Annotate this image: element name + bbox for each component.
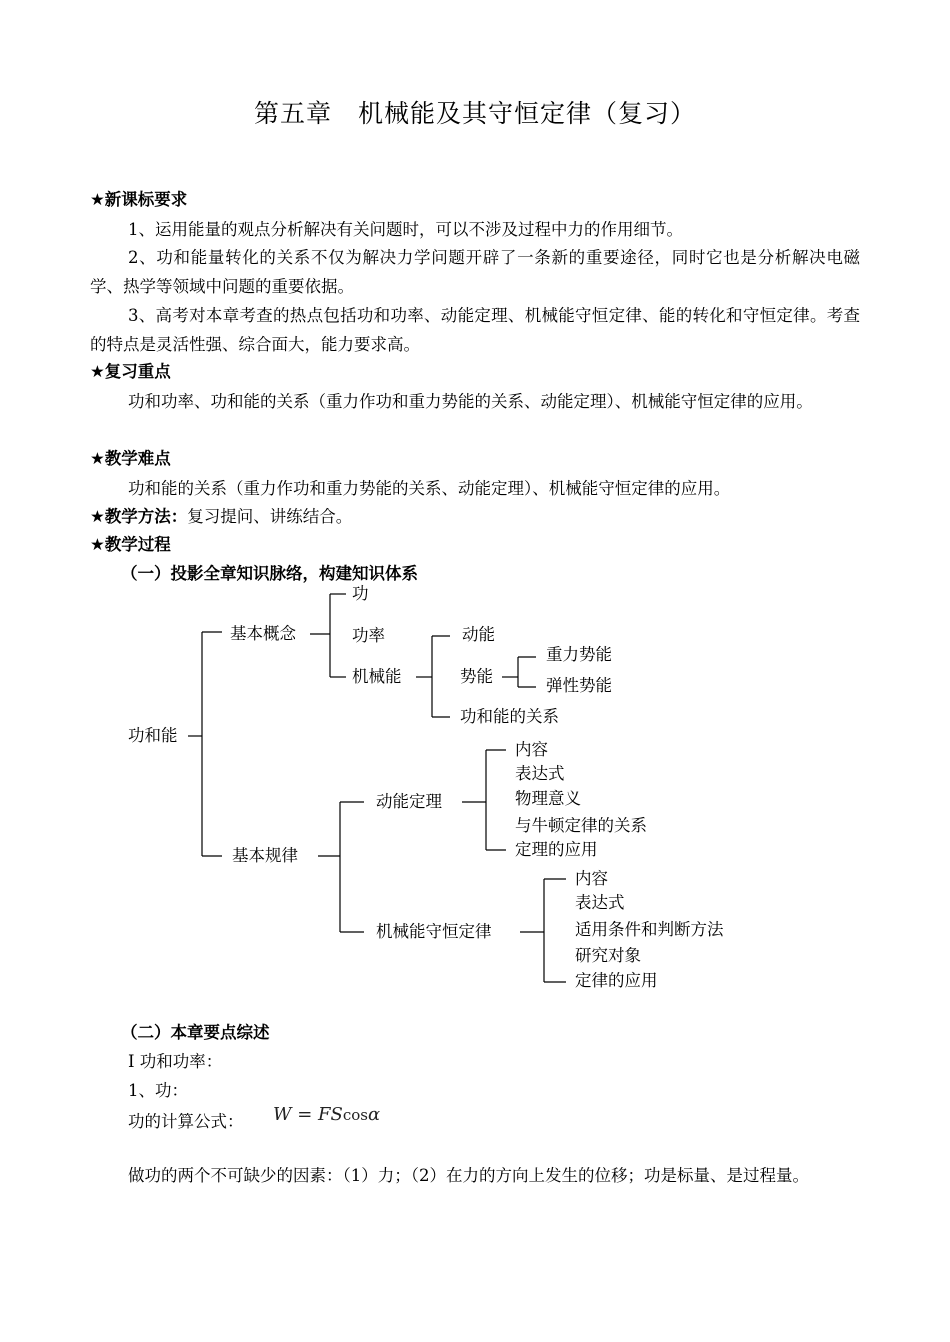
method-heading: ★教学方法：	[90, 507, 188, 526]
difficulties-text: 功和能的关系（重力作功和重力势能的关系、动能定理）、机械能守恒定律的应用。	[128, 479, 731, 498]
curriculum-item-1: 1、运用能量的观点分析解决有关问题时，可以不涉及过程中力的作用细节。	[128, 220, 683, 239]
node-potential-energy: 势能	[460, 667, 493, 686]
theorem-item: 内容	[515, 740, 548, 759]
theorem-item: 与牛顿定律的关系	[515, 816, 647, 835]
difficulties-heading: ★教学难点	[90, 449, 171, 468]
curriculum-item-3: 3、高考对本章考查的热点包括功和功率、动能定理、机械能守恒定律、能的转化和守恒定律。考查的特点是灵活性强、综合面大，能力要求高。	[90, 306, 860, 354]
curriculum-heading: ★新课标要求	[90, 190, 188, 209]
conservation-item: 适用条件和判断方法	[575, 920, 724, 939]
node-basic-laws: 基本规律	[232, 846, 298, 865]
conservation-item: 研究对象	[575, 946, 641, 965]
node-root: 功和能	[128, 726, 178, 745]
page-title: 第五章 机械能及其守恒定律（复习）	[253, 99, 696, 128]
theorem-item: 表达式	[515, 764, 565, 783]
formula-lhs: W	[273, 1104, 292, 1125]
node-work-energy-relation: 功和能的关系	[460, 707, 559, 726]
node-kinetic-energy: 动能	[462, 625, 495, 644]
node-power: 功率	[352, 626, 385, 645]
node-gravity-pe: 重力势能	[546, 645, 612, 664]
process-heading: ★教学过程	[90, 535, 171, 554]
knowledge-map-subheading: （一）投影全章知识脉络，构建知识体系	[121, 564, 418, 583]
key-points-heading: ★复习重点	[90, 362, 171, 381]
node-basic-concepts: 基本概念	[230, 624, 296, 643]
part-work-and-power: I 功和功率：	[128, 1052, 223, 1071]
node-mechanical-energy: 机械能	[352, 667, 402, 686]
item-work: 1、功：	[128, 1081, 188, 1100]
conservation-item: 定律的应用	[575, 971, 658, 990]
method-text: 复习提问、讲练结合。	[187, 507, 353, 526]
node-work: 功	[352, 584, 369, 603]
node-kinetic-theorem: 动能定理	[376, 792, 442, 811]
work-formula	[273, 1104, 380, 1125]
node-elastic-pe: 弹性势能	[546, 676, 612, 695]
summary-subheading: （二）本章要点综述	[121, 1023, 270, 1042]
formula-equals: =	[291, 1104, 319, 1125]
formula-label: 功的计算公式：	[128, 1112, 244, 1131]
conservation-item: 表达式	[575, 893, 625, 912]
formula-alpha: α	[368, 1104, 381, 1125]
conservation-item: 内容	[575, 869, 608, 888]
formula-rhs: FS	[318, 1104, 343, 1125]
knowledge-map-diagram	[110, 582, 770, 1002]
formula-cos: cos	[342, 1106, 369, 1124]
key-points-text: 功和功率、功和能的关系（重力作功和重力势能的关系、动能定理）、机械能守恒定律的应用。	[128, 392, 813, 411]
theorem-item: 定理的应用	[515, 840, 598, 859]
curriculum-item-2: 2、功和能量转化的关系不仅为解决力学问题开辟了一条新的重要途径，同时它也是分析解决电磁学、热学等领域中问题的重要依据。	[90, 248, 860, 296]
method-line	[90, 503, 352, 531]
work-factors-text: 做功的两个不可缺少的因素：（1）力；（2）在力的方向上发生的位移；功是标量、是过程量。	[128, 1166, 809, 1185]
node-conservation-law: 机械能守恒定律	[376, 922, 492, 941]
theorem-item: 物理意义	[515, 789, 581, 808]
